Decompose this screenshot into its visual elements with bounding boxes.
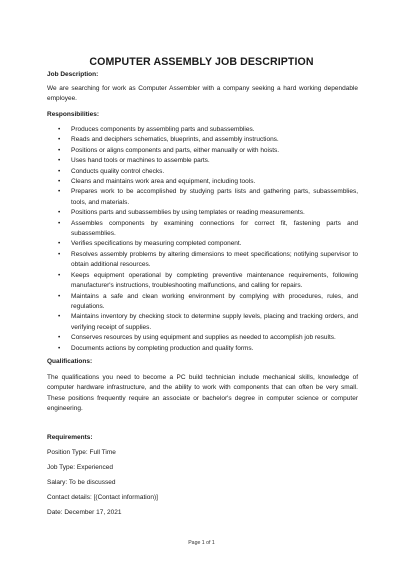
responsibility-text: Conserves resources by using equipment and supplies as needed to accomplish job results. <box>71 334 336 342</box>
bullet-icon: • <box>58 250 61 258</box>
responsibility-text: Produces components by assembling parts and subassemblies. <box>71 126 255 133</box>
salary: Salary: To be discussed <box>47 479 116 486</box>
job-description-text: We are searching for work as Computer Assembler with a company seeking a hard working dependable employee. <box>47 85 358 103</box>
bullet-icon: • <box>58 146 61 154</box>
responsibility-item <box>47 250 358 271</box>
responsibility-item <box>47 208 358 218</box>
responsibility-text: Uses hand tools or machines to assemble parts. <box>71 157 210 165</box>
bullet-icon: • <box>58 313 61 321</box>
responsibility-text: Maintains a safe and clean working environment by complying with procedures, rules, and regulations. <box>71 292 358 310</box>
bullet-icon: • <box>58 219 61 227</box>
document-title: COMPUTER ASSEMBLY JOB DESCRIPTION <box>89 56 314 68</box>
responsibility-item <box>47 219 358 240</box>
responsibility-item <box>47 135 358 145</box>
responsibility-text: Resolves assembly problems by altering dimensions to meet specifications; notifying supervisor to obtain additional resources. <box>71 250 358 269</box>
responsibility-text: Keeps equipment operational by completing preventive maintenance requirements, following manufacturer's instructions, troubleshooting malfunctions, and calling for repairs. <box>71 271 358 290</box>
bullet-icon: • <box>58 136 61 144</box>
responsibility-item <box>47 187 358 208</box>
responsibility-text: Cleans and maintains work area and equipment, including tools. <box>71 178 256 186</box>
position-type: Position Type: Full Time <box>47 449 116 456</box>
bullet-icon: • <box>58 334 61 342</box>
qualifications-heading: Qualifications: <box>47 358 93 365</box>
responsibility-item <box>47 271 358 292</box>
responsibilities-heading: Responsibilities: <box>47 111 100 118</box>
responsibility-text: Reads and deciphers schematics, blueprints, and assembly instructions. <box>71 136 279 144</box>
responsibility-text: Maintains inventory by checking stock to determine supply levels, placing and tracking orders, and verifying receipt of supplies. <box>71 313 358 331</box>
bullet-icon: • <box>58 240 61 248</box>
contact-details: Contact details: [(Contact information)] <box>47 494 158 501</box>
responsibility-item <box>47 146 358 156</box>
bullet-icon: • <box>58 167 61 175</box>
responsibility-item <box>47 239 358 249</box>
responsibility-text: Positions parts and subassemblies by using templates or reading measurements. <box>71 209 305 217</box>
bullet-icon: • <box>58 292 61 300</box>
page-number-footer: Page 1 of 1 <box>188 540 215 546</box>
responsibility-item <box>47 344 358 354</box>
bullet-icon: • <box>58 344 61 352</box>
responsibility-text: Positions or aligns components and parts, either manually or with hoists. <box>71 146 280 154</box>
responsibilities-list <box>47 125 358 354</box>
date: Date: December 17, 2021 <box>47 509 122 516</box>
job-type: Job Type: Experienced <box>47 464 114 471</box>
responsibility-item <box>47 292 358 313</box>
responsibility-item <box>47 125 358 135</box>
bullet-icon: • <box>58 209 61 217</box>
responsibility-item <box>47 177 358 187</box>
job-description-heading: Job Description: <box>47 71 99 78</box>
responsibility-item <box>47 167 358 177</box>
responsibility-item <box>47 333 358 343</box>
responsibility-text: Verifies specifications by measuring completed component. <box>71 240 242 248</box>
responsibility-item <box>47 156 358 166</box>
requirements-heading: Requirements: <box>47 434 93 441</box>
responsibility-item <box>47 312 358 333</box>
bullet-icon: • <box>58 157 61 165</box>
responsibility-text: Documents actions by completing production and quality forms. <box>71 344 254 352</box>
bullet-icon: • <box>58 188 61 196</box>
bullet-icon: • <box>58 271 61 279</box>
responsibility-text: Prepares work to be accomplished by studying parts lists and gathering parts, subassemblies, tools, and materials. <box>71 188 358 206</box>
bullet-icon: • <box>58 178 61 186</box>
responsibility-text: Assembles components by examining connections for correct fit, fastening parts and subassemblies. <box>71 219 358 238</box>
bullet-icon: • <box>58 126 61 133</box>
qualifications-text: The qualifications you need to become a PC build technician include mechanical skills, knowledge of computer hardware infrastructure, and the ability to work with components that can often be very small. These positions frequently require an associate or bachelor's degree in computer science or computer engineering. <box>47 374 358 413</box>
responsibility-text: Conducts quality control checks. <box>71 167 165 175</box>
